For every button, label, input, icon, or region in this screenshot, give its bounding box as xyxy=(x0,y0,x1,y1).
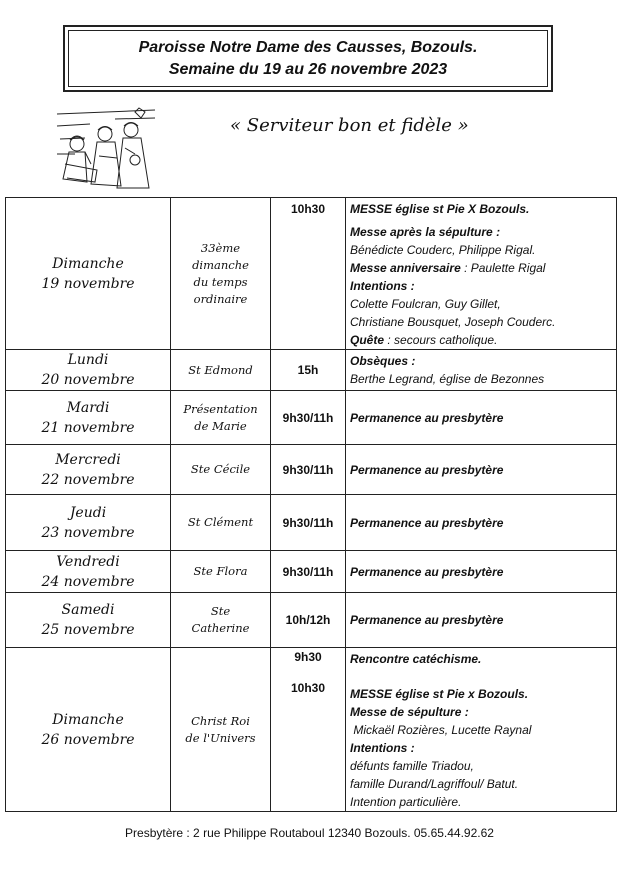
table-row xyxy=(6,391,617,445)
description-text: : Paulette Rigal xyxy=(460,261,546,275)
description-cell: Permanence au presbytère xyxy=(346,391,617,445)
description-line: Mickaël Rozières, Lucette Raynal xyxy=(350,723,532,737)
description-line: Intentions : xyxy=(350,279,415,293)
day-name: Lundi xyxy=(67,352,109,368)
day-date: 26 novembre xyxy=(41,731,135,748)
day-cell xyxy=(6,593,171,648)
saint-cell xyxy=(171,593,271,648)
table-row xyxy=(6,648,617,812)
description-line: Christiane Bousquet, Joseph Couderc. xyxy=(350,315,556,329)
time-cell: 10h/12h xyxy=(271,593,346,648)
day-name: Mercredi xyxy=(55,451,121,468)
saint-line: dimanche xyxy=(192,257,249,272)
saint-cell xyxy=(171,391,271,445)
description-line: famille Durand/Lagriffoul/ Batut. xyxy=(350,777,519,791)
day-date: 23 novembre xyxy=(41,524,135,541)
table-row xyxy=(6,551,617,593)
table-row xyxy=(6,350,617,391)
day-date: 24 novembre xyxy=(41,573,135,590)
description-line: défunts famille Triadou, xyxy=(350,759,474,773)
saint-line: ordinaire xyxy=(193,291,248,306)
description-cell xyxy=(346,198,617,350)
time-cell: 15h xyxy=(271,350,346,391)
saint-line: Présentation xyxy=(183,401,258,416)
description-line: Messe après la sépulture : xyxy=(350,225,501,239)
day-name: Samedi xyxy=(61,602,115,618)
time-cell: 9h30/11h xyxy=(271,551,346,593)
saint-line: de Marie xyxy=(194,418,247,433)
subtitle: « Serviteur bon et fidèle » xyxy=(230,115,469,136)
description-line: Intentions : xyxy=(350,741,415,755)
header-title: Paroisse Notre Dame des Causses, Bozouls. xyxy=(138,38,478,56)
saint-cell xyxy=(171,198,271,350)
schedule-table xyxy=(5,197,617,812)
saint-cell: St Edmond xyxy=(171,350,271,391)
day-name: Dimanche xyxy=(52,711,124,728)
description-cell: Permanence au presbytère xyxy=(346,593,617,648)
saint-cell: St Clément xyxy=(171,495,271,551)
description-cell: Permanence au presbytère xyxy=(346,445,617,495)
day-cell xyxy=(6,350,171,391)
saint-cell xyxy=(171,648,271,812)
description-text: : secours catholique. xyxy=(384,333,498,347)
time-cell: 9h30/11h xyxy=(271,495,346,551)
servants-illustration xyxy=(55,104,160,194)
description-cell: Permanence au presbytère xyxy=(346,495,617,551)
day-date: 19 novembre xyxy=(41,275,135,292)
day-cell xyxy=(6,648,171,812)
saint-line: 33ème xyxy=(200,240,241,255)
saint-line: du temps xyxy=(193,274,248,289)
description-cell xyxy=(346,350,617,391)
day-name: Mardi xyxy=(66,399,110,416)
time-value: 10h30 xyxy=(290,681,326,695)
day-cell xyxy=(6,551,171,593)
time-cell: 9h30/11h xyxy=(271,445,346,495)
day-date: 22 novembre xyxy=(41,471,135,488)
table-row xyxy=(6,198,617,350)
saint-line: de l'Univers xyxy=(185,730,256,745)
saint-line: Catherine xyxy=(191,621,250,635)
table-row xyxy=(6,495,617,551)
description-line: MESSE église st Pie X Bozouls. xyxy=(350,202,530,216)
day-date: 21 novembre xyxy=(41,419,135,436)
day-name: Jeudi xyxy=(69,504,107,521)
header-box xyxy=(63,25,553,92)
saint-cell: Ste Flora xyxy=(171,551,271,593)
description-line: Intention particulière. xyxy=(350,795,462,809)
day-name: Dimanche xyxy=(52,255,124,272)
description-label: Quête xyxy=(350,333,385,347)
time-cell xyxy=(271,648,346,812)
description-line: Rencontre catéchisme. xyxy=(350,652,482,666)
description-cell: Permanence au presbytère xyxy=(346,551,617,593)
description-line: Messe de sépulture : xyxy=(350,705,469,719)
saint-cell: Ste Cécile xyxy=(171,445,271,495)
day-name: Vendredi xyxy=(56,553,120,570)
header-week: Semaine du 19 au 26 novembre 2023 xyxy=(168,60,448,78)
description-line: Colette Foulcran, Guy Gillet, xyxy=(350,297,501,311)
day-cell xyxy=(6,445,171,495)
day-cell xyxy=(6,495,171,551)
day-date: 25 novembre xyxy=(41,622,135,638)
time-value: 9h30 xyxy=(294,650,322,664)
saint-line: Christ Roi xyxy=(191,713,250,728)
table-row xyxy=(6,445,617,495)
day-date: 20 novembre xyxy=(41,372,135,388)
day-cell xyxy=(6,391,171,445)
time-cell: 9h30/11h xyxy=(271,391,346,445)
description-line: Obsèques : xyxy=(350,354,416,368)
description-line: Bénédicte Couderc, Philippe Rigal. xyxy=(350,243,536,257)
description-label: Messe anniversaire xyxy=(350,261,461,275)
time-cell: 10h30 xyxy=(271,198,346,350)
footer-address: Presbytère : 2 rue Philippe Routaboul 12340 Bozouls. 05.65.44.92.62 xyxy=(125,826,494,840)
description-line: MESSE église st Pie x Bozouls. xyxy=(350,687,529,701)
saint-line: Ste xyxy=(210,604,231,618)
description-line: Berthe Legrand, église de Bezonnes xyxy=(350,372,545,386)
day-cell xyxy=(6,198,171,350)
table-row xyxy=(6,593,617,648)
description-cell xyxy=(346,648,617,812)
